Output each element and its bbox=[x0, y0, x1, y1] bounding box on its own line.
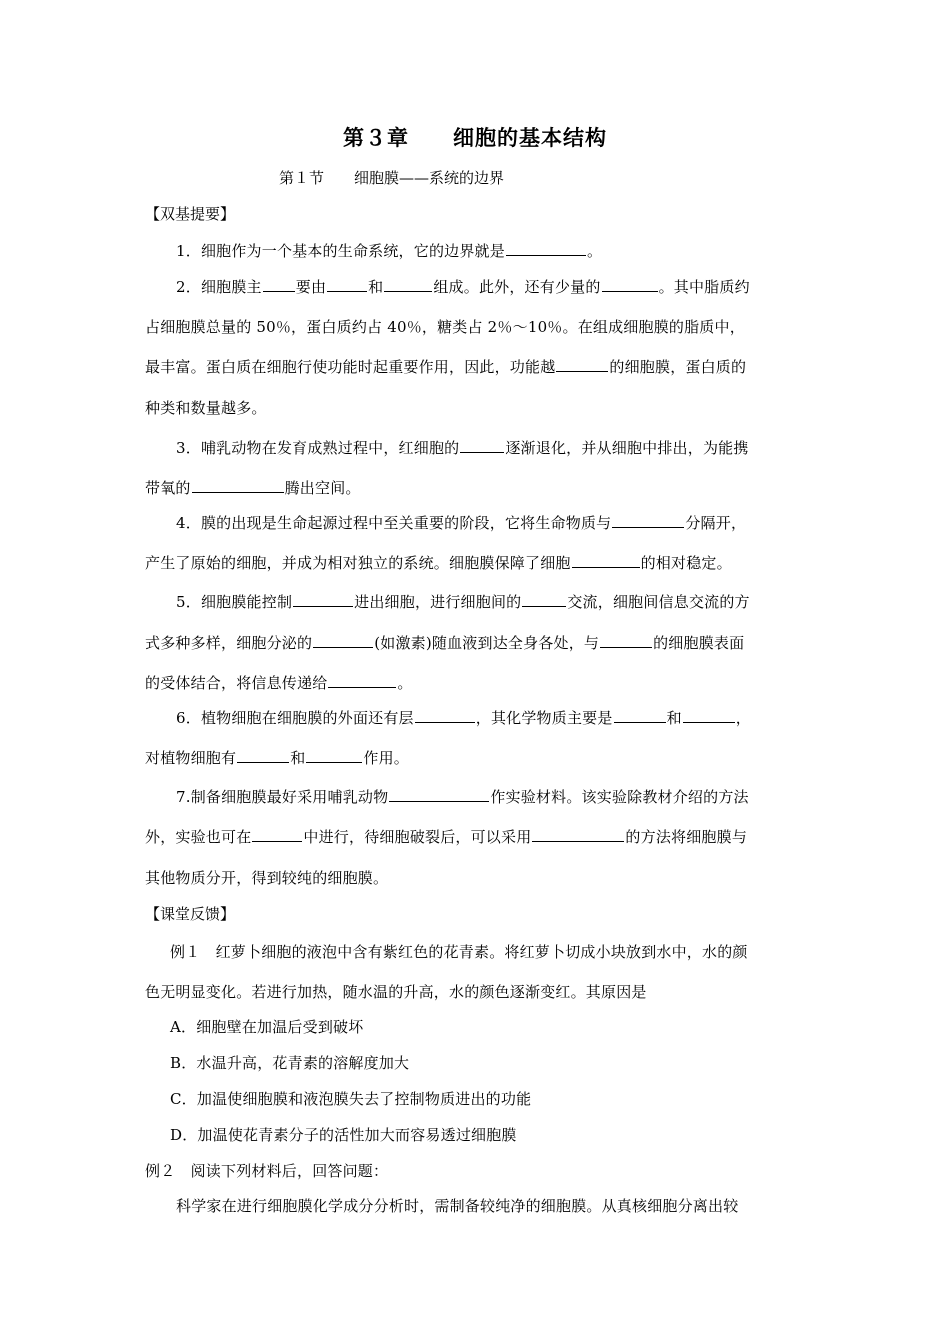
chapter-title: 第３章 细胞的基本结构 bbox=[343, 126, 607, 150]
section-subtitle: 第１节 细胞膜——系统的边界 bbox=[279, 169, 505, 187]
answer-blank[interactable] bbox=[612, 526, 684, 528]
answer-blank[interactable] bbox=[192, 491, 284, 493]
option-d: D．加温使花青素分子的活性加大而容易透过细胞膜 bbox=[170, 1126, 517, 1144]
question-4-line-1: 4．膜的出现是生命起源过程中至关重要的阶段，它将生命物质与 分隔开， bbox=[176, 514, 747, 532]
answer-blank[interactable] bbox=[237, 761, 289, 763]
question-6-line-2: 对植物细胞有 和 作用。 bbox=[145, 749, 410, 767]
section-heading-feedback: 【课堂反馈】 bbox=[145, 905, 236, 923]
answer-blank[interactable] bbox=[506, 254, 586, 256]
question-6-line-1: 6．植物细胞在细胞膜的外面还有层 ，其化学物质主要是 和 ， bbox=[176, 709, 751, 727]
question-2-line-3: 最丰富。蛋白质在细胞行使功能时起重要作用，因此，功能越 的细胞膜，蛋白质的 bbox=[145, 358, 747, 376]
answer-blank[interactable] bbox=[415, 721, 475, 723]
answer-blank[interactable] bbox=[389, 800, 489, 802]
question-7-line-2: 外，实验也可在 中进行，待细胞破裂后，可以采用 的方法将细胞膜与 bbox=[145, 828, 748, 846]
answer-blank[interactable] bbox=[384, 290, 432, 292]
question-1: 1．细胞作为一个基本的生命系统，它的边界就是 。 bbox=[176, 242, 603, 260]
question-3-line-1: 3．哺乳动物在发育成熟过程中，红细胞的 逐渐退化，并从细胞中排出，为能携 bbox=[176, 439, 749, 457]
answer-blank[interactable] bbox=[522, 605, 566, 607]
option-c: C．加温使细胞膜和液泡膜失去了控制物质进出的功能 bbox=[170, 1090, 532, 1108]
question-4-line-2: 产生了原始的细胞，并成为相对独立的系统。细胞膜保障了细胞 的相对稳定。 bbox=[145, 554, 732, 572]
answer-blank[interactable] bbox=[614, 721, 666, 723]
answer-blank[interactable] bbox=[327, 290, 367, 292]
question-2-line-2: 占细胞膜总量的 50％，蛋白质约占 40％，糖类占 2％～10％。在组成细胞膜的脂质中， bbox=[145, 318, 745, 336]
answer-blank[interactable] bbox=[602, 290, 658, 292]
answer-blank[interactable] bbox=[328, 686, 396, 688]
answer-blank[interactable] bbox=[293, 605, 353, 607]
answer-blank[interactable] bbox=[263, 290, 295, 292]
example-1-line-1: 例１ 红萝卜细胞的液泡中含有紫红色的花青素。将红萝卜切成小块放到水中，水的颜 bbox=[170, 943, 748, 961]
example-2-line-2: 科学家在进行细胞膜化学成分分析时，需制备较纯净的细胞膜。从真核细胞分离出较 bbox=[176, 1197, 739, 1215]
question-2-line-4: 种类和数量越多。 bbox=[145, 399, 267, 417]
answer-blank[interactable] bbox=[460, 451, 504, 453]
answer-blank[interactable] bbox=[683, 721, 735, 723]
answer-blank[interactable] bbox=[532, 840, 624, 842]
answer-blank[interactable] bbox=[306, 761, 362, 763]
question-2-line-1: 2．细胞膜主 要由 和 组成。此外，还有少量的 。其中脂质约 bbox=[176, 278, 750, 296]
answer-blank[interactable] bbox=[252, 840, 302, 842]
question-5-line-2: 式多种多样，细胞分泌的 (如激素)随血液到达全身各处，与 的细胞膜表面 bbox=[145, 634, 745, 652]
option-b: B．水温升高，花青素的溶解度加大 bbox=[170, 1054, 410, 1072]
question-7-line-3: 其他物质分开，得到较纯的细胞膜。 bbox=[145, 869, 389, 887]
answer-blank[interactable] bbox=[572, 566, 640, 568]
answer-blank[interactable] bbox=[600, 646, 652, 648]
question-7-line-1: 7.制备细胞膜最好采用哺乳动物 作实验材料。该实验除教材介绍的方法 bbox=[176, 788, 749, 806]
answer-blank[interactable] bbox=[313, 646, 373, 648]
answer-blank[interactable] bbox=[556, 370, 608, 372]
question-3-line-2: 带氧的 腾出空间。 bbox=[145, 479, 361, 497]
question-5-line-1: 5．细胞膜能控制 进出细胞，进行细胞间的 交流，细胞间信息交流的方 bbox=[176, 593, 750, 611]
option-a: A．细胞壁在加温后受到破坏 bbox=[170, 1018, 364, 1036]
question-5-line-3: 的受体结合，将信息传递给 。 bbox=[145, 674, 413, 692]
example-2-line-1: 例２ 阅读下列材料后，回答问题： bbox=[145, 1162, 389, 1180]
section-heading-basics: 【双基提要】 bbox=[145, 205, 236, 223]
example-1-line-2: 色无明显变化。若进行加热，随水温的升高，水的颜色逐渐变红。其原因是 bbox=[145, 983, 647, 1001]
